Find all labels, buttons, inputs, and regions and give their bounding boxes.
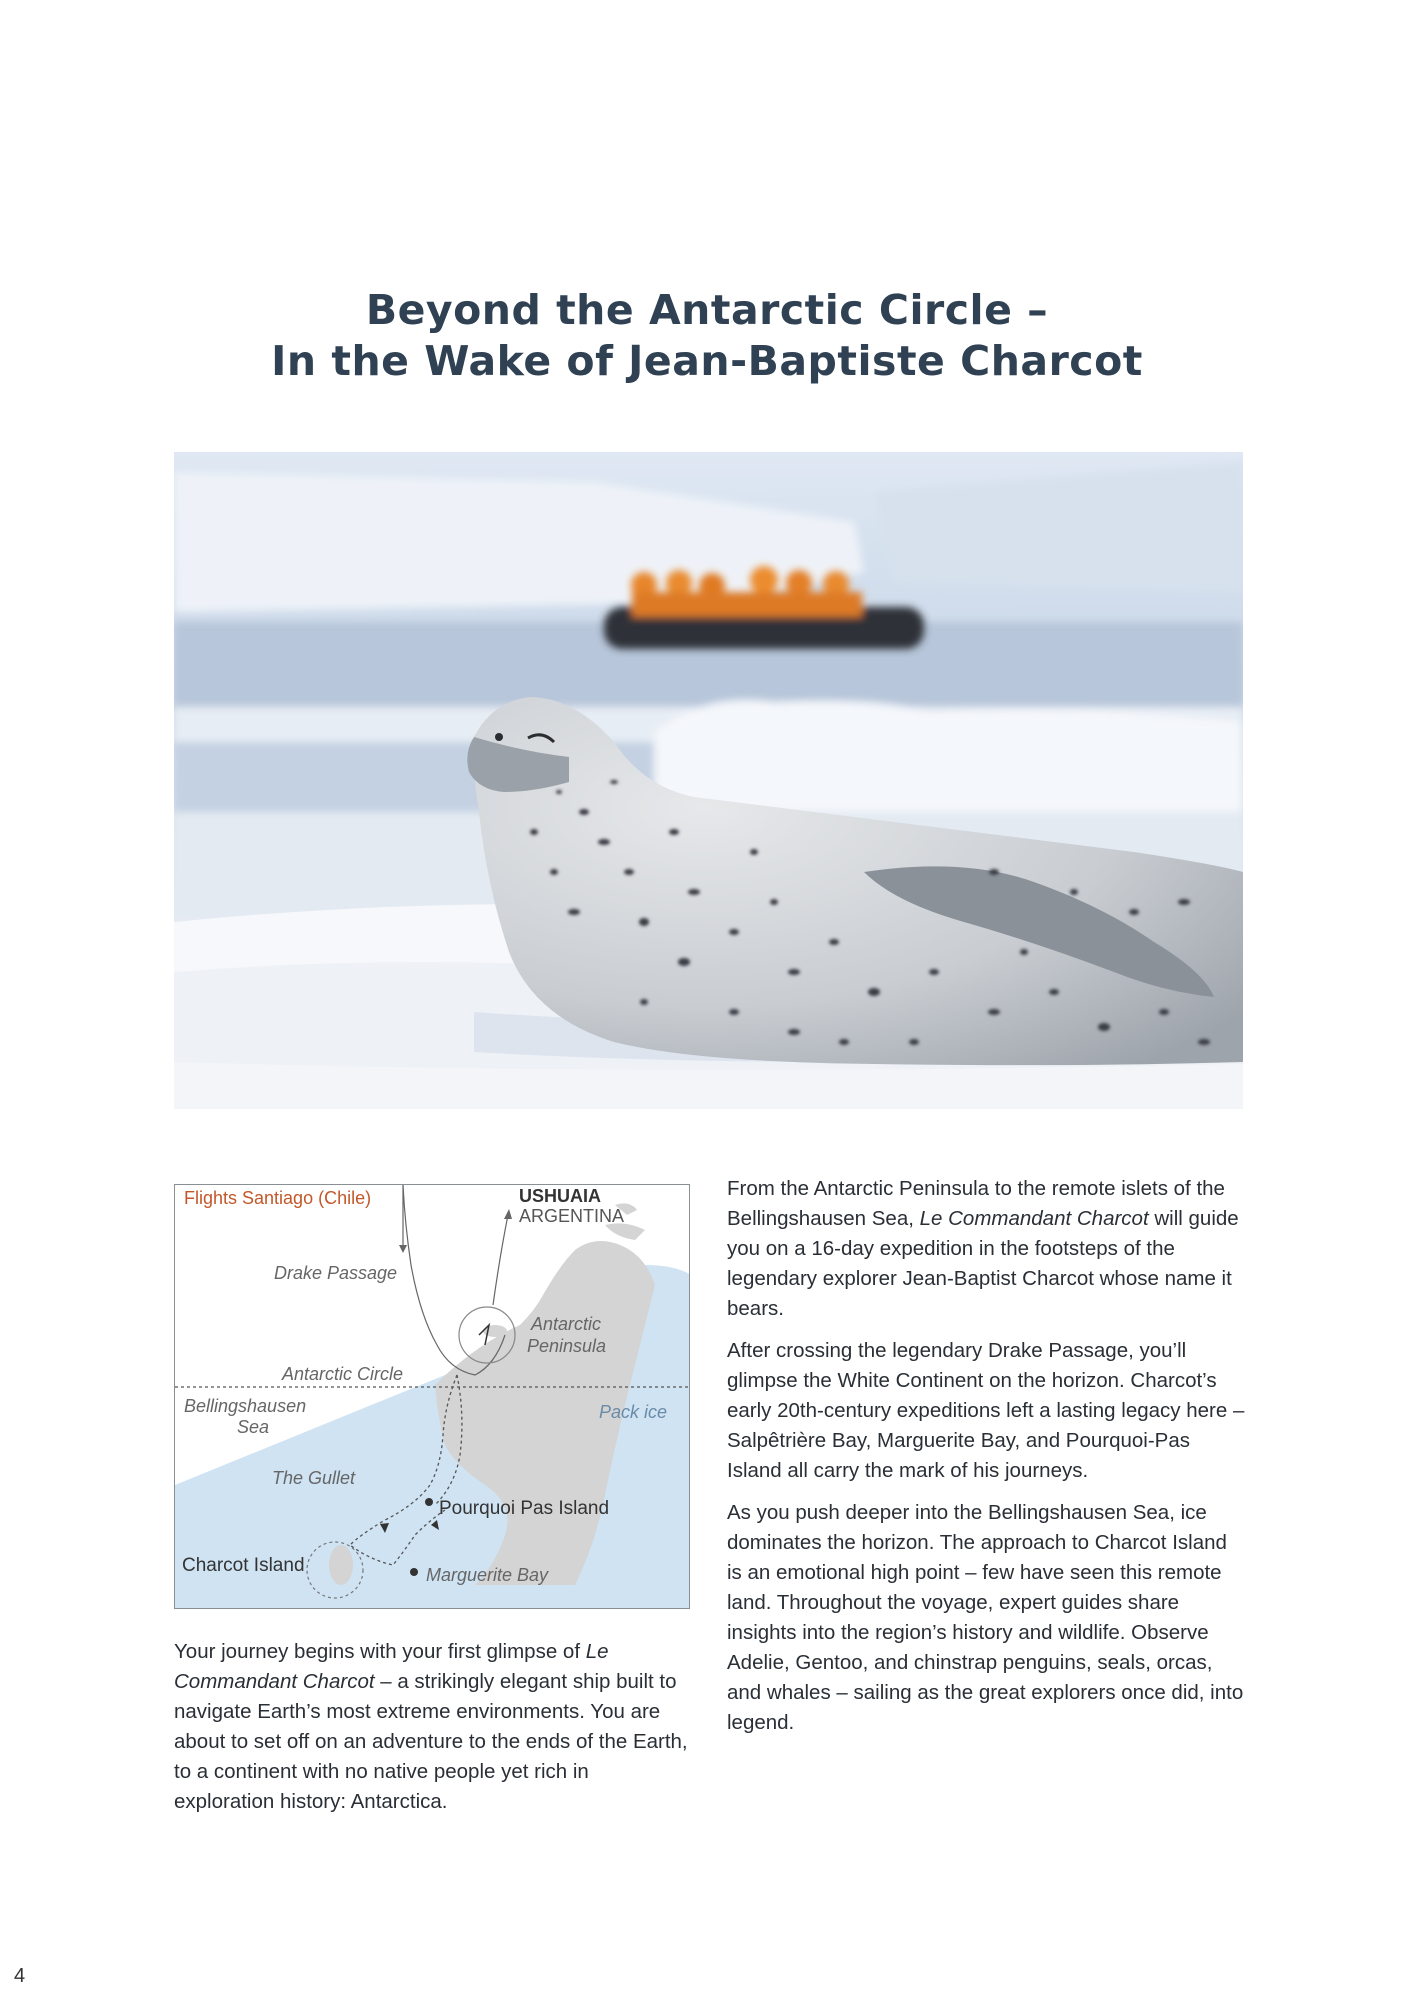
map-label-marguerite-bay: Marguerite Bay	[426, 1565, 549, 1585]
map-label-drake-passage: Drake Passage	[274, 1263, 398, 1283]
intro-paragraph	[174, 1637, 694, 1817]
title-line-2: In the Wake of Jean-Baptiste Charcot	[271, 337, 1143, 385]
map-label-the-gullet: The Gullet	[272, 1468, 356, 1488]
route-map	[174, 1184, 690, 1609]
body-paragraph-3: As you push deeper into the Bellingshausen Sea, ice dominates the horizon. The approach to Charcot Island is an emotional high point – few have seen this remote land. Throughout the voyage, expert guides share insights into the region’s history and wildlife. Observe Adelie, Gentoo, and chinstrap penguins, seals, orcas, and whales – sailing as the great explorers once did, into legend.	[727, 1501, 1244, 1734]
map-label-argentina: ARGENTINA	[519, 1206, 625, 1226]
page-number: 4	[14, 1965, 26, 1987]
intro-text-part: – a strikingly elegant ship built to navigate Earth’s most extreme environments. You are about to set off on an adventure to the ends of the Earth, to a continent with no native people yet rich in exploration history: Antarctica.	[174, 1670, 688, 1813]
map-label-flights: Flights Santiago (Chile)	[184, 1188, 372, 1208]
page-title	[0, 285, 1414, 387]
body-paragraph-2: After crossing the legendary Drake Passage, you’ll glimpse the White Continent on the horizon. Charcot’s early 20th-century expeditions left a lasting legacy here – Salpêtrière Bay, Marguerite Bay, and Pourquoi-Pas Island all carry the mark of his journeys.	[727, 1339, 1245, 1482]
hero-photo-leopard-seal	[174, 452, 1243, 1109]
body-paragraph-1	[727, 1174, 1247, 1324]
intro-text-part: Your journey begins with your first glimpse of	[174, 1640, 586, 1663]
body-text-part: From the Antarctic Peninsula to the remote islets of the Bellingshausen Sea,	[727, 1177, 1225, 1230]
map-label-pack-ice: Pack ice	[599, 1402, 668, 1422]
body-text-part: will guide you on a 16-day expedition in the footsteps of the legendary explorer Jean-Baptist Charcot whose name it bears.	[727, 1207, 1239, 1320]
intro-text-column	[174, 1637, 694, 1829]
map-label-ushuaia: USHUAIA	[519, 1186, 602, 1206]
map-label-antarctic-circle: Antarctic Circle	[282, 1364, 404, 1384]
body-text-column	[727, 1174, 1247, 1750]
map-label-charcot-island: Charcot Island	[182, 1555, 305, 1576]
map-label-peninsula: Peninsula	[527, 1336, 607, 1356]
title-line-1: Beyond the Antarctic Circle –	[365, 286, 1049, 334]
map-label-antarctic: Antarctic	[531, 1314, 602, 1334]
map-label-pourquoi-pas-island: Pourquoi Pas Island	[439, 1498, 610, 1519]
ship-name: Le Commandant Charcot	[919, 1207, 1149, 1230]
ship-name: Le Commandant Charcot	[174, 1640, 609, 1693]
map-label-sea: Sea	[237, 1417, 270, 1437]
map-label-bellingshausen: Bellingshausen	[184, 1396, 307, 1416]
